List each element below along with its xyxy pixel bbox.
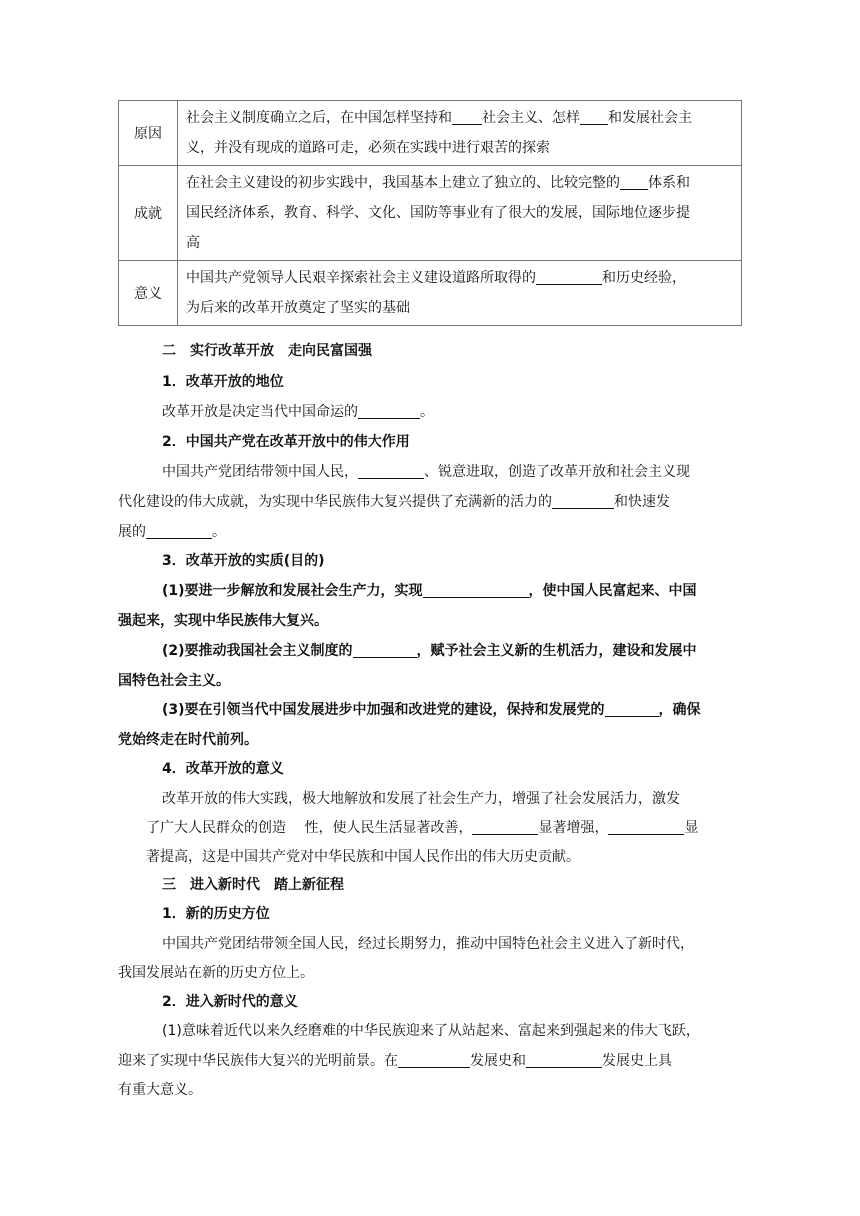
- fill-blank: [146, 520, 212, 539]
- row-label: 成就: [119, 166, 178, 261]
- paragraph-line: 强起来，实现中华民族伟大复兴。: [118, 613, 328, 629]
- paragraph-line: 中国共产党团结带领中国人民， 、锐意进取，创造了改革开放和社会主义现: [162, 457, 690, 487]
- fill-blank: [452, 106, 482, 125]
- paragraph-line: (3)要在引领当代中国发展进步中加强和改进党的建设，保持和发展党的 ，确保: [162, 695, 701, 725]
- subheading: 3．改革开放的实质(目的): [162, 553, 325, 569]
- paragraph-line: (1)意味着近代以来久经磨难的中华民族迎来了从站起来、富起来到强起来的伟大飞跃，: [162, 1023, 700, 1039]
- fill-blank: [620, 171, 648, 190]
- paragraph-line: 党始终走在时代前列。: [118, 732, 258, 748]
- fill-blank: [398, 1049, 470, 1068]
- fill-blank: [552, 490, 614, 509]
- row-label: 原因: [119, 101, 178, 166]
- paragraph-line: 了广大人民群众的创造 性，使人民生活显著改善， 显著增强， 显: [146, 813, 698, 843]
- paragraph-line: 改革开放是决定当代中国命运的 。: [162, 397, 434, 427]
- subheading: 4．改革开放的意义: [162, 761, 284, 777]
- fill-blank: [472, 816, 538, 835]
- paragraph-line: 著提高，这是中国共产党对中华民族和中国人民作出的伟大历史贡献。: [146, 849, 580, 865]
- paragraph-line: 迎来了实现中华民族伟大复兴的光明前景。在 发展史和 发展史上具: [118, 1046, 672, 1076]
- subheading: 1．新的历史方位: [162, 906, 270, 922]
- subheading: 1．改革开放的地位: [162, 374, 284, 390]
- row-content: 中国共产党领导人民艰辛探索社会主义建设道路所取得的 和历史经验， 为后来的改革开放奠定了坚实的基础: [178, 261, 742, 326]
- subheading: 2．中国共产党在改革开放中的伟大作用: [162, 434, 410, 450]
- table-row: [119, 261, 742, 326]
- paragraph-line: 中国共产党团结带领全国人民，经过长期努力，推动中国特色社会主义进入了新时代，: [162, 936, 694, 952]
- paragraph-line: 展的 。: [118, 517, 226, 547]
- table-row: [119, 101, 742, 166]
- fill-blank: [353, 639, 417, 658]
- fill-blank: [526, 1049, 602, 1068]
- fill-blank: [423, 579, 529, 598]
- fill-blank: [608, 816, 684, 835]
- fill-blank: [580, 106, 608, 125]
- paragraph-line: (2)要推动我国社会主义制度的 ，赋予社会主义新的生机活力，建设和发展中: [162, 636, 697, 666]
- summary-table: [118, 100, 742, 326]
- paragraph-line: 代化建设的伟大成就，为实现中华民族伟大复兴提供了充满新的活力的 和快速发: [118, 487, 670, 517]
- paragraph-line: 国特色社会主义。: [118, 673, 230, 689]
- fill-blank: [536, 266, 602, 285]
- row-content: 在社会主义建设的初步实践中，我国基本上建立了独立的、比较完整的 体系和 国民经济体系，教育、科学、文化、国防等事业有了很大的发展，国际地位逐步提 高: [178, 166, 742, 261]
- row-label: 意义: [119, 261, 178, 326]
- subheading: 2．进入新时代的意义: [162, 994, 298, 1010]
- paragraph-line: 我国发展站在新的历史方位上。: [118, 965, 314, 981]
- paragraph-line: 有重大意义。: [118, 1082, 202, 1098]
- section-title: 二 实行改革开放 走向民富国强: [162, 343, 372, 359]
- fill-blank: [358, 400, 420, 419]
- paragraph-line: 改革开放的伟大实践，极大地解放和发展了社会生产力，增强了社会发展活力，激发: [162, 791, 680, 807]
- paragraph-line: (1)要进一步解放和发展社会生产力，实现 ，使中国人民富起来、中国: [162, 576, 697, 606]
- fill-blank: [605, 698, 659, 717]
- row-content: 社会主义制度确立之后，在中国怎样坚持和 社会主义、怎样 和发展社会主 义，并没有现成的道路可走，必须在实践中进行艰苦的探索: [178, 101, 742, 166]
- table-row: [119, 166, 742, 261]
- section-title: 三 进入新时代 踏上新征程: [162, 877, 344, 893]
- fill-blank: [358, 460, 424, 479]
